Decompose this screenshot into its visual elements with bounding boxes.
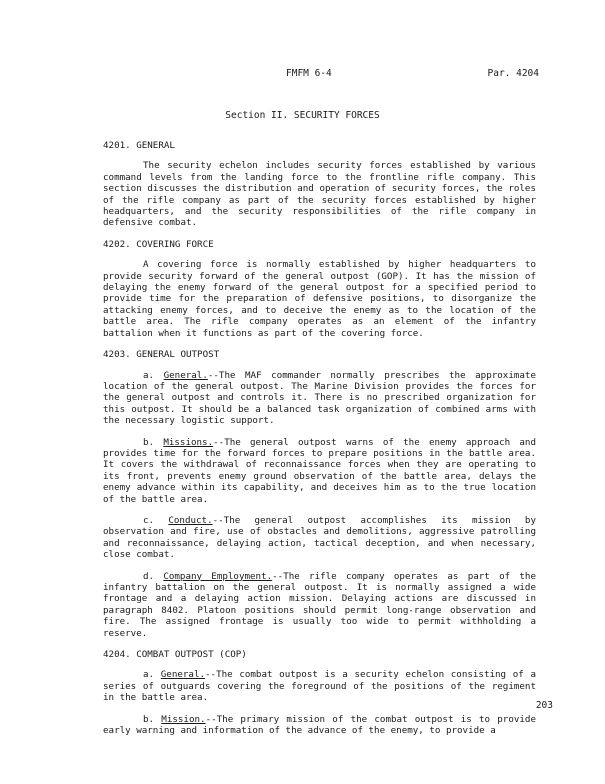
paragraph-4204-b — [103, 714, 536, 737]
item-title: Company Employment. — [163, 570, 273, 582]
item-letter: a. — [143, 669, 155, 681]
item-title: Mission. — [161, 713, 206, 725]
document-body — [103, 140, 536, 747]
item-text: --The general outpost accomplishes its mission by observation and fire, use of obstacles and demolitions, aggressive patrolling and reconnaissance, delaying action, tactical deception, and when necessary, close combat. — [103, 514, 536, 561]
item-letter: b. — [143, 713, 155, 725]
paragraph-4203-c — [103, 515, 536, 561]
paragraph-4203-a — [103, 370, 536, 427]
item-letter: c. — [143, 514, 155, 526]
item-letter: a. — [143, 369, 155, 381]
item-title: General. — [163, 369, 208, 381]
manual-designation: FMFM 6-4 — [286, 68, 332, 79]
paragraph-4202: A covering force is normally established by higher headquarters to provide security forward of the general outpost (GOP). It has the mission of delaying the enemy forward of the general outpost for a specified period to provide time for the preparation of defensive positions, to disorganize the attacking enemy forces, and to deceive the enemy as to the location of the battle area. The rifle company operates as an element of the infantry battalion when it functions as part of the covering force. — [103, 259, 536, 339]
paragraph-4204-a — [103, 669, 536, 703]
item-text: --The MAF commander normally prescribes the approximate location of the general outpost. The Marine Division provides the forces for the general outpost and controls it. There is no prescribed organization for this outpost. It should be a balanced task organization of combined arms with the necessary logistic support. — [103, 369, 536, 427]
heading-4204: 4204. COMBAT OUTPOST (COP) — [103, 649, 247, 661]
paragraph-4203-b — [103, 437, 536, 505]
item-text: --The combat outpost is a security echelon consisting of a series of outguards covering the foreground of the positions of the regiment in the battle area. — [103, 669, 536, 704]
item-title: General. — [160, 669, 206, 681]
paragraph-reference: Par. 4204 — [487, 68, 539, 79]
heading-4203: 4203. GENERAL OUTPOST — [103, 349, 220, 361]
paragraph-4203-d — [103, 571, 536, 639]
section-title: Section II. SECURITY FORCES — [225, 110, 380, 121]
item-letter: d. — [143, 570, 155, 582]
heading-4201: 4201. GENERAL — [103, 140, 175, 151]
page-number: 203 — [535, 700, 553, 711]
item-text: --The general outpost warns of the enemy approach and provides time for the forward forces to prepare positions in the battle area. It covers the withdrawal of reconnaissance forces when they are operating to its front, prevents enemy ground observation of the battle area, delays the enemy advance within its capability, and deceives him as to the true location of the battle area. — [103, 436, 536, 505]
item-title: Missions. — [163, 436, 214, 448]
item-letter: b. — [143, 436, 155, 448]
paragraph-4201: The security echelon includes security forces established by various command levels from the landing force to the frontline rifle company. This section discusses the distribution and operation of security forces, the roles of the rifle company as part of the security forces established by higher headquarters, and the security responsibilities of the rifle company in defensive combat. — [103, 160, 536, 229]
item-title: Conduct. — [168, 514, 213, 526]
heading-4202: 4202. COVERING FORCE — [103, 238, 214, 250]
item-text: --The primary mission of the combat outpost is to provide early warning and information of the advance of the enemy, to provide a — [103, 713, 536, 737]
item-text: --The rifle company operates as part of the infantry battalion on the general outpost. It is normally assigned a wide frontage and a delaying action mission. Delaying actions are discussed in paragraph 8402. Platoon positions should permit long-range observation and fire. The assigned frontage is usually too wide to permit withholding a reserve. — [103, 570, 536, 639]
